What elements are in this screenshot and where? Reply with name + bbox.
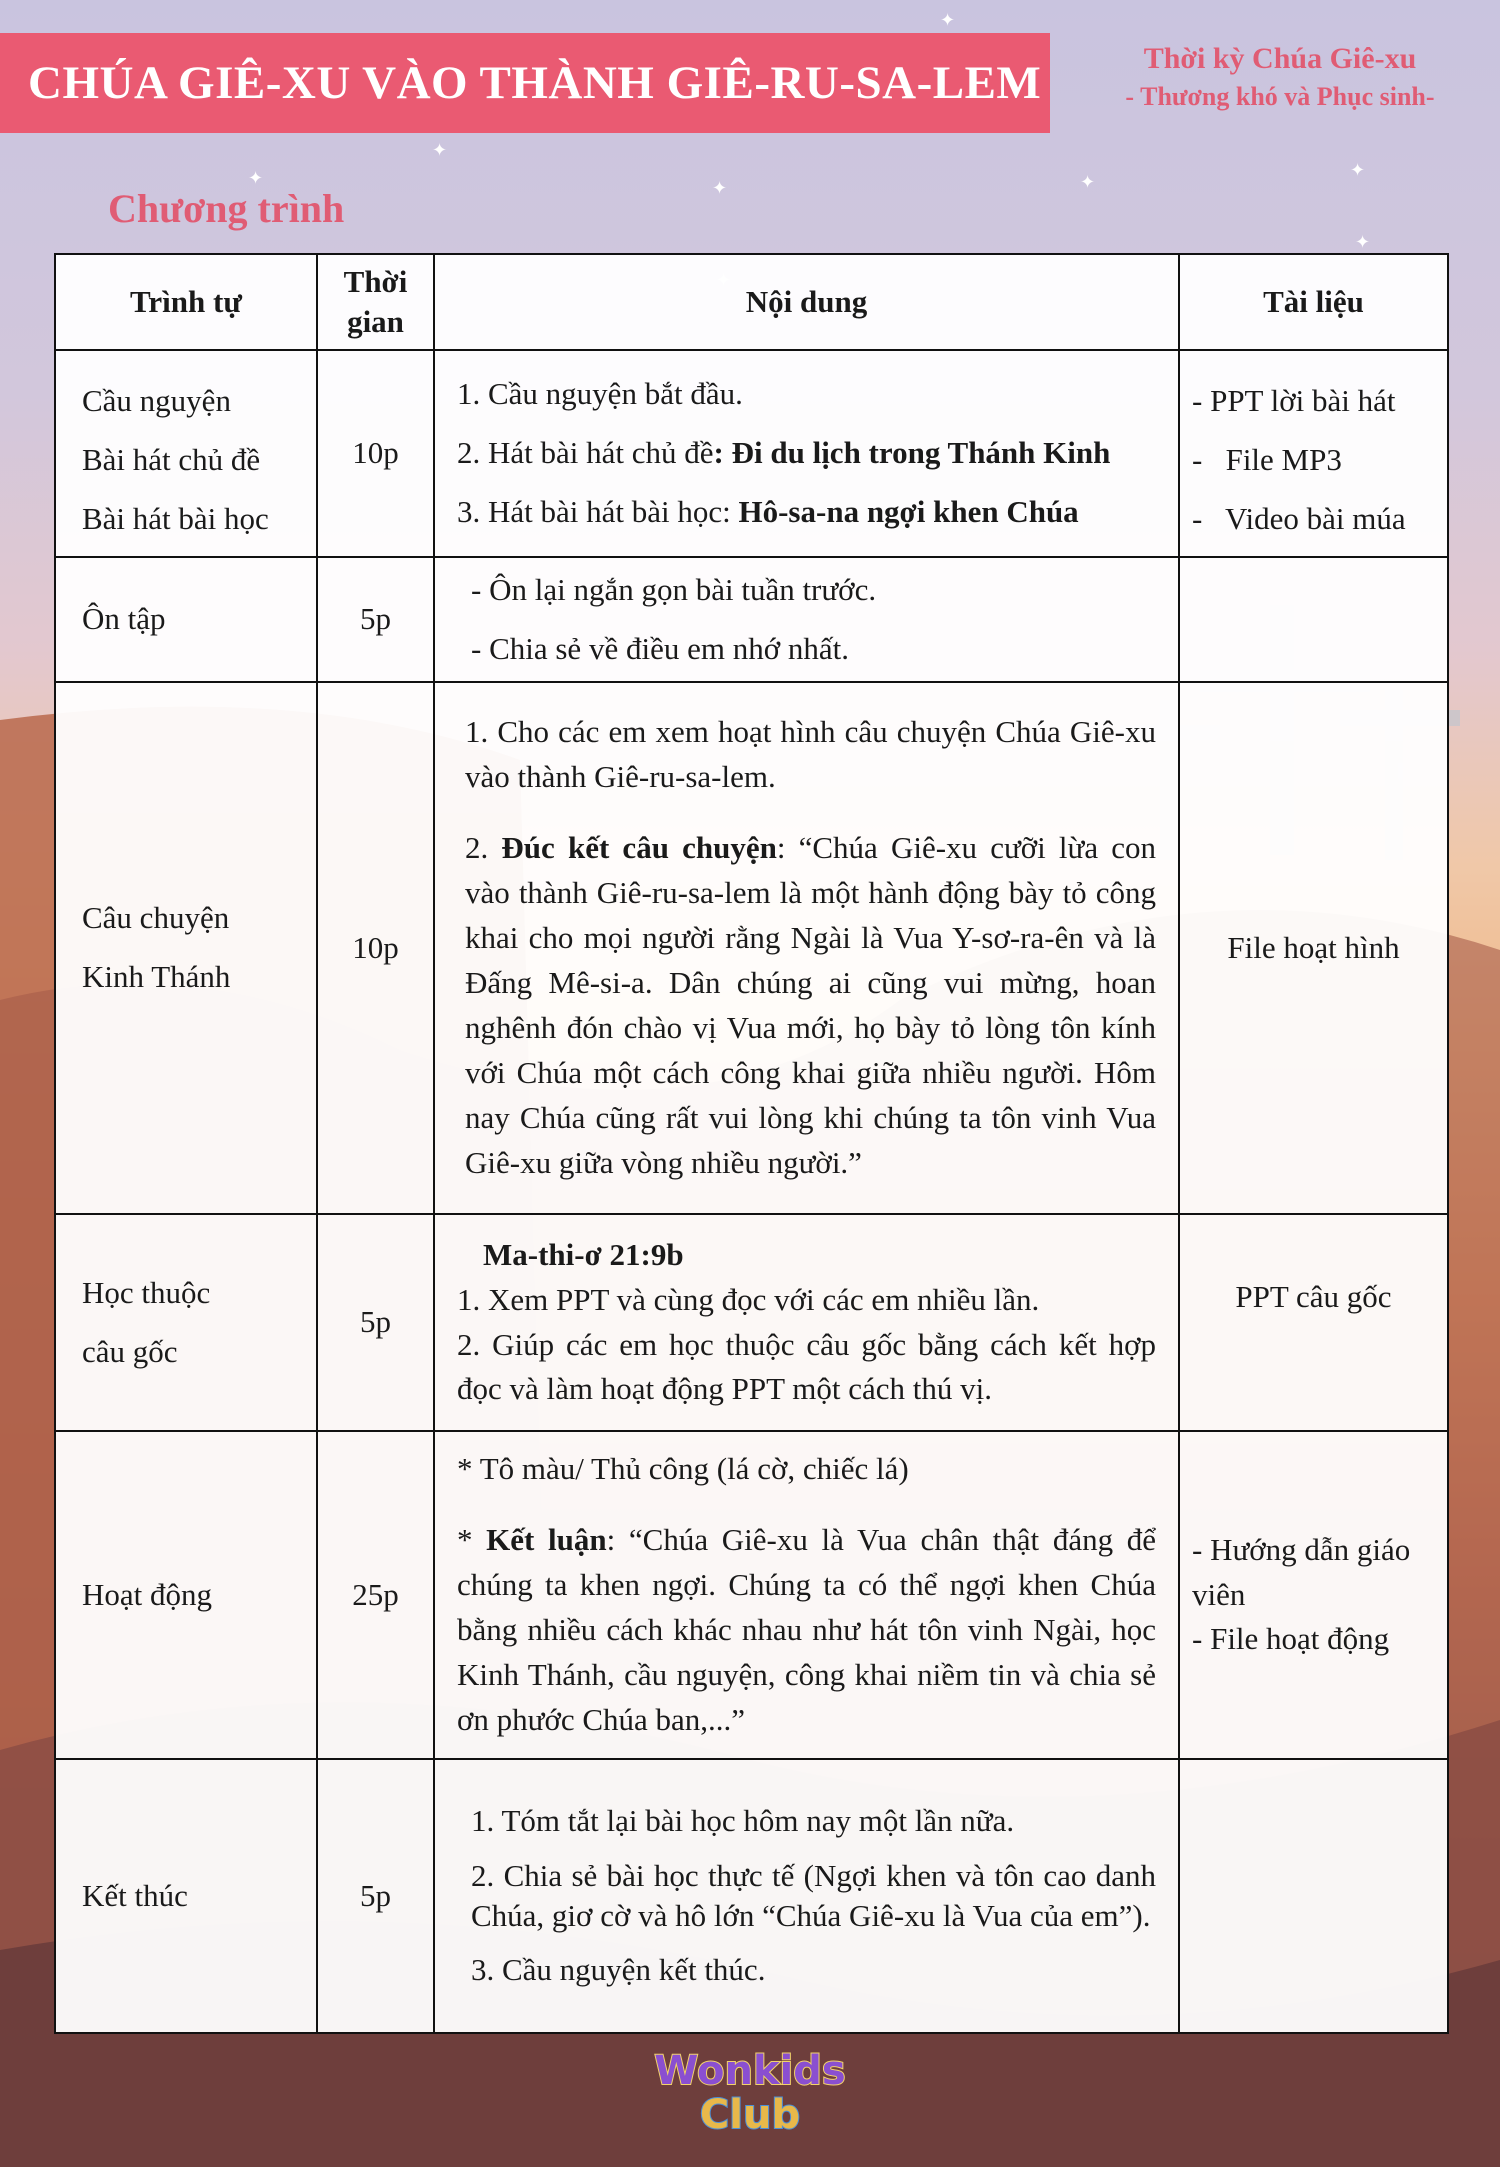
row-content bbox=[434, 557, 1179, 682]
row-time: 10p bbox=[317, 682, 434, 1214]
table-row bbox=[55, 682, 1448, 1214]
period-line1: Thời kỳ Chúa Giê-xu bbox=[1143, 42, 1417, 75]
header-content: Nội dung bbox=[434, 254, 1179, 350]
table-row bbox=[55, 1759, 1448, 2033]
content-text: 3. Hát bài hát bài học: bbox=[457, 493, 739, 529]
row-time: 5p bbox=[317, 557, 434, 682]
table-row bbox=[55, 350, 1448, 557]
period-label bbox=[1090, 42, 1470, 112]
row-time: 25p bbox=[317, 1431, 434, 1759]
row-step: Ôn tập bbox=[55, 557, 317, 682]
row-resources bbox=[1179, 1759, 1448, 2033]
resource-line: - File MP3 bbox=[1192, 442, 1342, 478]
row-content bbox=[434, 350, 1179, 557]
page-title: CHÚA GIÊ-XU VÀO THÀNH GIÊ-RU-SA-LEM bbox=[28, 57, 1042, 109]
content-line: - Chia sẻ về điều em nhớ nhất. bbox=[471, 630, 849, 666]
row-resources bbox=[1179, 1431, 1448, 1759]
sparkle-icon: ✦ bbox=[1080, 172, 1096, 192]
content-line: 1. Tóm tắt lại bài học hôm nay một lần nữa. bbox=[471, 1803, 1015, 1839]
row-time: 10p bbox=[317, 350, 434, 557]
resource-line: - PPT lời bài hát bbox=[1192, 383, 1396, 419]
conclusion-text: : “Chúa Giê-xu là Vua chân thật đáng để chúng ta khen ngợi. Chúng ta có thể ngợi khen Chúa bằng nhiều cách khác nhau như hát tôn vinh Ngài, học Kinh Thánh, cầu nguyện, công khai niềm tin và chia sẻ ơn phước Chúa ban,...” bbox=[457, 1522, 1156, 1737]
summary-text: : “Chúa Giê-xu cưỡi lừa con vào thành Giê-ru-sa-lem là một hành động bày tỏ công khai cho mọi người rằng Ngài là Vua Y-sơ-ra-ên và là Đấng Mê-si-a. Dân chúng ai cũng vui mừng, hoan nghênh đón chào vị Vua mới, họ bày tỏ lòng tôn kính với Chúa một cách công khai giữa nhiều người. Hôm nay Chúa cũng rất vui lòng khi chúng ta tôn vinh Vua Giê-xu giữa vòng nhiều người.” bbox=[465, 830, 1156, 1180]
row-content bbox=[434, 1759, 1179, 2033]
content-line bbox=[457, 490, 1156, 535]
header-time-line1: Thời bbox=[343, 263, 408, 299]
sparkle-icon: ✦ bbox=[248, 168, 264, 188]
theme-song-title: : Đi du lịch trong Thánh Kinh bbox=[713, 435, 1111, 471]
content-line bbox=[457, 1518, 1156, 1743]
step-line: Bài hát bài học bbox=[82, 500, 269, 536]
table-row bbox=[55, 1214, 1448, 1431]
content-line: 3. Cầu nguyện kết thúc. bbox=[471, 1952, 766, 1988]
row-step bbox=[55, 350, 317, 557]
wonkids-club-logo bbox=[640, 2040, 860, 2140]
logo-line2: Club bbox=[699, 2092, 801, 2138]
content-line bbox=[457, 431, 1156, 476]
row-time: 5p bbox=[317, 1214, 434, 1431]
content-line: * Tô màu/ Thủ công (lá cờ, chiếc lá) bbox=[457, 1451, 909, 1487]
lesson-song-title: Hô-sa-na ngợi khen Chúa bbox=[738, 493, 1079, 529]
sparkle-icon: ✦ bbox=[940, 10, 956, 30]
sparkle-icon: ✦ bbox=[1350, 160, 1366, 180]
header-resources: Tài liệu bbox=[1179, 254, 1448, 350]
row-time: 5p bbox=[317, 1759, 434, 2033]
table-row bbox=[55, 1431, 1448, 1759]
step-line: câu gốc bbox=[82, 1333, 178, 1369]
step-line: Học thuộc bbox=[82, 1274, 211, 1310]
summary-label: Đúc kết câu chuyện bbox=[501, 830, 777, 866]
content-line: 1. Xem PPT và cùng đọc với các em nhiều lần. bbox=[457, 1281, 1040, 1317]
section-title: Chương trình bbox=[108, 186, 345, 231]
row-step bbox=[55, 1214, 317, 1431]
content-line bbox=[465, 826, 1156, 1186]
bible-verse-reference: Ma-thi-ơ 21:9b bbox=[483, 1236, 684, 1272]
header-time-line2: gian bbox=[347, 304, 404, 339]
row-step: Kết thúc bbox=[55, 1759, 317, 2033]
logo-line1: Wonkids bbox=[654, 2048, 846, 2094]
step-line: Cầu nguyện bbox=[82, 383, 231, 419]
row-resources: PPT câu gốc bbox=[1179, 1214, 1448, 1431]
sparkle-icon: ✦ bbox=[432, 140, 448, 160]
row-step bbox=[55, 682, 317, 1214]
sparkle-icon: ✦ bbox=[1355, 232, 1371, 252]
conclusion-label: Kết luận bbox=[486, 1522, 607, 1558]
row-step: Hoạt động bbox=[55, 1431, 317, 1759]
content-text: 2. bbox=[465, 830, 502, 866]
content-line: 2. Chia sẻ bài học thực tế (Ngợi khen và tôn cao danh Chúa, giơ cờ và hô lớn “Chúa Giê-xu là Vua của em”). bbox=[471, 1857, 1156, 1933]
row-resources bbox=[1179, 557, 1448, 682]
resource-line: - Video bài múa bbox=[1192, 500, 1406, 536]
header-step: Trình tự bbox=[55, 254, 317, 350]
step-line: Câu chuyện bbox=[82, 900, 230, 936]
table-row bbox=[55, 557, 1448, 682]
content-line: 1. Cho các em xem hoạt hình câu chuyện Chúa Giê-xu vào thành Giê-ru-sa-lem. bbox=[465, 714, 1156, 795]
content-line: 2. Giúp các em học thuộc câu gốc bằng cách kết hợp đọc và làm hoạt động PPT một cách thú vị. bbox=[457, 1326, 1156, 1407]
content-line: 1. Cầu nguyện bắt đầu. bbox=[457, 376, 743, 412]
content-text: 2. Hát bài hát chủ đề bbox=[457, 435, 714, 471]
row-content bbox=[434, 682, 1179, 1214]
row-content bbox=[434, 1214, 1179, 1431]
resource-line: - File hoạt động bbox=[1192, 1621, 1390, 1657]
table-header-row bbox=[55, 254, 1448, 350]
program-table bbox=[54, 253, 1449, 2034]
row-content bbox=[434, 1431, 1179, 1759]
sparkle-icon: ✦ bbox=[712, 178, 728, 198]
period-line2: - Thương khó và Phục sinh- bbox=[1125, 82, 1435, 111]
header-time bbox=[317, 254, 434, 350]
step-line: Bài hát chủ đề bbox=[82, 442, 261, 478]
content-line: - Ôn lại ngắn gọn bài tuần trước. bbox=[471, 571, 877, 607]
row-resources bbox=[1179, 350, 1448, 557]
row-resources: File hoạt hình bbox=[1179, 682, 1448, 1214]
step-line: Kinh Thánh bbox=[82, 959, 231, 994]
resource-line: - Hướng dẫn giáo viên bbox=[1192, 1531, 1411, 1612]
title-banner bbox=[0, 33, 1050, 133]
content-text: * bbox=[457, 1522, 487, 1558]
